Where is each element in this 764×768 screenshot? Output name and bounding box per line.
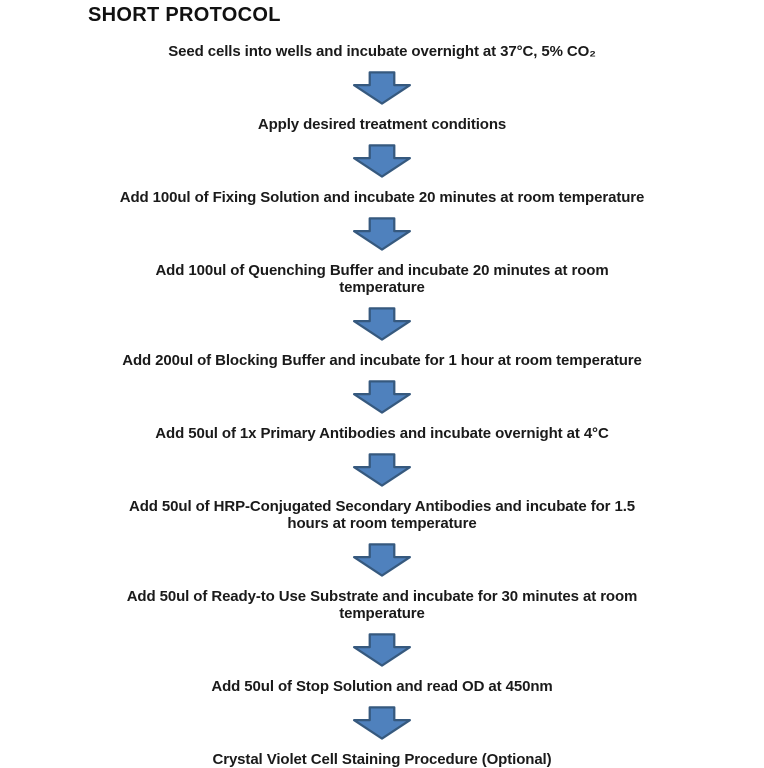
step-line: Crystal Violet Cell Staining Procedure (Optional) — [212, 751, 552, 768]
step-line: Seed cells into wells and incubate overnight at 37°C, 5% CO₂ — [168, 43, 596, 60]
step-line: Add 50ul of HRP-Conjugated Secondary Antibodies and incubate for 1.5 — [128, 498, 636, 515]
step-line: temperature — [339, 605, 425, 622]
step-line: Add 100ul of Fixing Solution and incubate 20 minutes at room temperature — [119, 189, 645, 206]
step-8-text — [127, 588, 638, 622]
step-4-text — [155, 262, 608, 296]
down-arrow-icon — [351, 380, 413, 414]
step-2-text — [258, 116, 506, 133]
step-line: Add 200ul of Blocking Buffer and incubate for 1 hour at room temperature — [122, 352, 642, 369]
step-line: Add 50ul of Ready-to Use Substrate and incubate for 30 minutes at room — [126, 588, 638, 605]
down-arrow-icon — [351, 453, 413, 487]
step-3-text — [120, 189, 645, 206]
down-arrow-icon — [351, 217, 413, 251]
step-7-text — [129, 498, 635, 532]
step-line: temperature — [339, 279, 425, 296]
step-line: Add 50ul of Stop Solution and read OD at 450nm — [211, 678, 553, 695]
step-10-text — [212, 751, 551, 768]
step-5-text — [122, 352, 642, 369]
page-title: SHORT PROTOCOL — [88, 4, 281, 26]
down-arrow-icon — [351, 543, 413, 577]
protocol-flowchart — [0, 4, 764, 768]
step-1-text — [168, 43, 596, 60]
step-line: hours at room temperature — [287, 515, 477, 532]
flow-column — [0, 43, 764, 768]
down-arrow-icon — [351, 307, 413, 341]
down-arrow-icon — [351, 706, 413, 740]
step-9-text — [211, 678, 552, 695]
step-line: Apply desired treatment conditions — [257, 116, 507, 133]
step-line: Add 100ul of Quenching Buffer and incubate 20 minutes at room — [155, 262, 609, 279]
step-line: Add 50ul of 1x Primary Antibodies and incubate overnight at 4°C — [155, 425, 609, 442]
down-arrow-icon — [351, 71, 413, 105]
down-arrow-icon — [351, 633, 413, 667]
step-6-text — [155, 425, 608, 442]
down-arrow-icon — [351, 144, 413, 178]
